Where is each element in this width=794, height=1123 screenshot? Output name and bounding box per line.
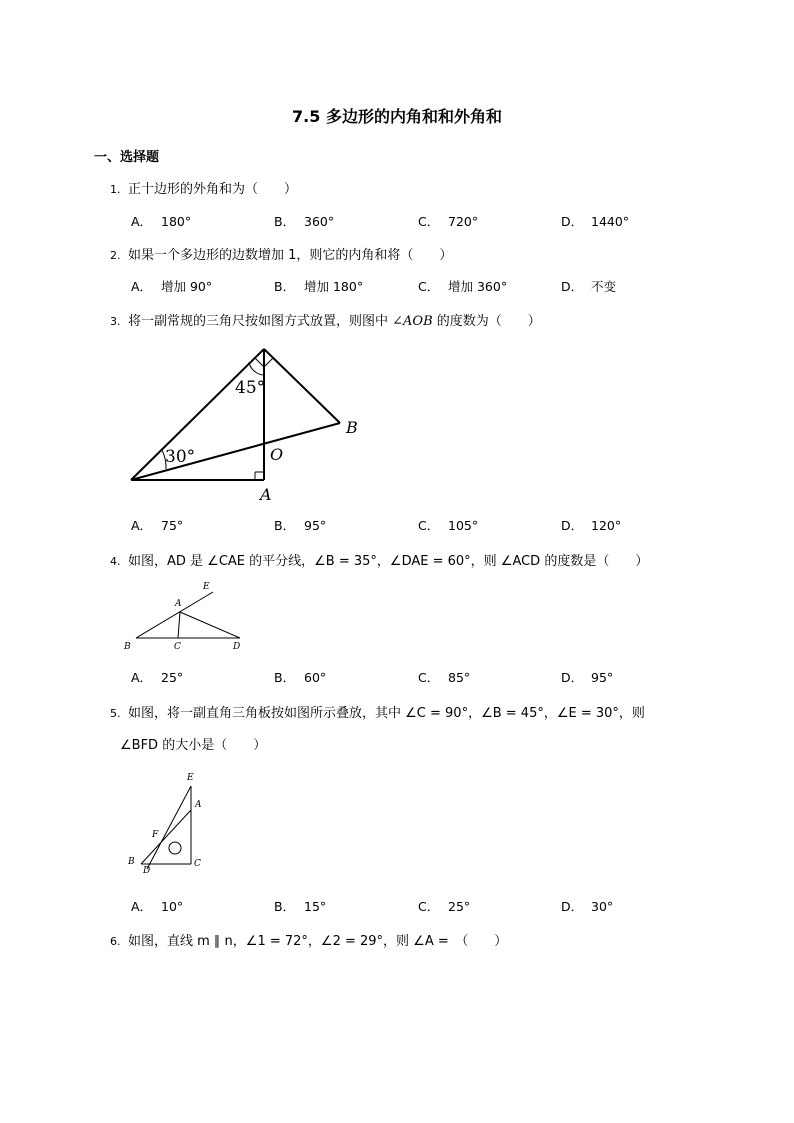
point-a-label: A: [260, 485, 272, 504]
point-e-label: E: [187, 773, 194, 783]
point-f-label: F: [152, 830, 159, 840]
point-o-label: O: [270, 445, 284, 464]
point-a-label: A: [175, 599, 182, 609]
option-d[interactable]: D． 30°: [561, 899, 614, 914]
option-a[interactable]: A． 25°: [131, 670, 184, 685]
point-b-label: B: [346, 418, 358, 437]
page-title: 7.5 多边形的内角和和外角和: [292, 107, 502, 126]
option-b[interactable]: B． 60°: [274, 670, 327, 685]
question-number: 5.: [110, 707, 121, 720]
question-number: 3.: [110, 315, 121, 328]
option-b[interactable]: B． 增加 180°: [274, 279, 364, 294]
question-text: 正十边形的外角和为（ ）: [128, 182, 298, 197]
option-d[interactable]: D． 1440°: [561, 214, 630, 229]
question-text: 如图，直线 m ∥ n，∠1 = 72°，∠2 = 29°，则 ∠A = （ ）: [128, 934, 508, 949]
question-text: 如图，将一副直角三角板按如图所示叠放，其中 ∠C = 90°，∠B = 45°，∠E = 30°，则: [128, 706, 645, 721]
question-number: 2.: [110, 249, 121, 262]
question-number: 4.: [110, 555, 121, 568]
option-d[interactable]: D． 不变: [561, 279, 617, 294]
option-c[interactable]: C． 增加 360°: [418, 279, 508, 294]
section-heading: 一、选择题: [94, 150, 160, 165]
option-b[interactable]: B． 15°: [274, 899, 327, 914]
option-d[interactable]: D． 95°: [561, 670, 614, 685]
option-a[interactable]: A． 增加 90°: [131, 279, 213, 294]
option-c[interactable]: C． 720°: [418, 214, 479, 229]
point-c-label: C: [174, 642, 181, 652]
question-number: 6.: [110, 935, 121, 948]
point-e-label: E: [203, 582, 210, 592]
angle-30-label: 30°: [165, 447, 196, 467]
option-c[interactable]: C． 25°: [418, 899, 471, 914]
point-c-label: C: [194, 859, 201, 869]
option-c[interactable]: C． 85°: [418, 670, 471, 685]
options-q5: [131, 897, 691, 915]
point-d-label: D: [233, 642, 241, 652]
option-a[interactable]: A． 75°: [131, 518, 184, 533]
option-b[interactable]: B． 95°: [274, 518, 327, 533]
point-b-label: B: [124, 642, 131, 652]
option-b[interactable]: B． 360°: [274, 214, 335, 229]
point-a-label: A: [195, 800, 202, 810]
option-a[interactable]: A． 10°: [131, 899, 184, 914]
question-text: 将一副常规的三角尺按如图方式放置，则图中 ∠AOB 的度数为（ ）: [128, 314, 541, 329]
point-d-label: D: [143, 866, 151, 876]
question-6: [110, 930, 507, 949]
angle-45-label: 45°: [235, 378, 266, 398]
option-d[interactable]: D． 120°: [561, 518, 622, 533]
point-b-label: B: [128, 857, 135, 867]
question-text: 如图，AD 是 ∠CAE 的平分线，∠B = 35°，∠DAE = 60°，则 ∠ACD 的度数是（ ）: [128, 554, 649, 569]
question-number: 1.: [110, 183, 121, 196]
question-text: 如果一个多边形的边数增加 1，则它的内角和将（ ）: [128, 248, 453, 263]
option-c[interactable]: C． 105°: [418, 518, 479, 533]
option-a[interactable]: A． 180°: [131, 214, 192, 229]
question-5-continued: ∠BFD 的大小是（ ）: [120, 738, 267, 753]
